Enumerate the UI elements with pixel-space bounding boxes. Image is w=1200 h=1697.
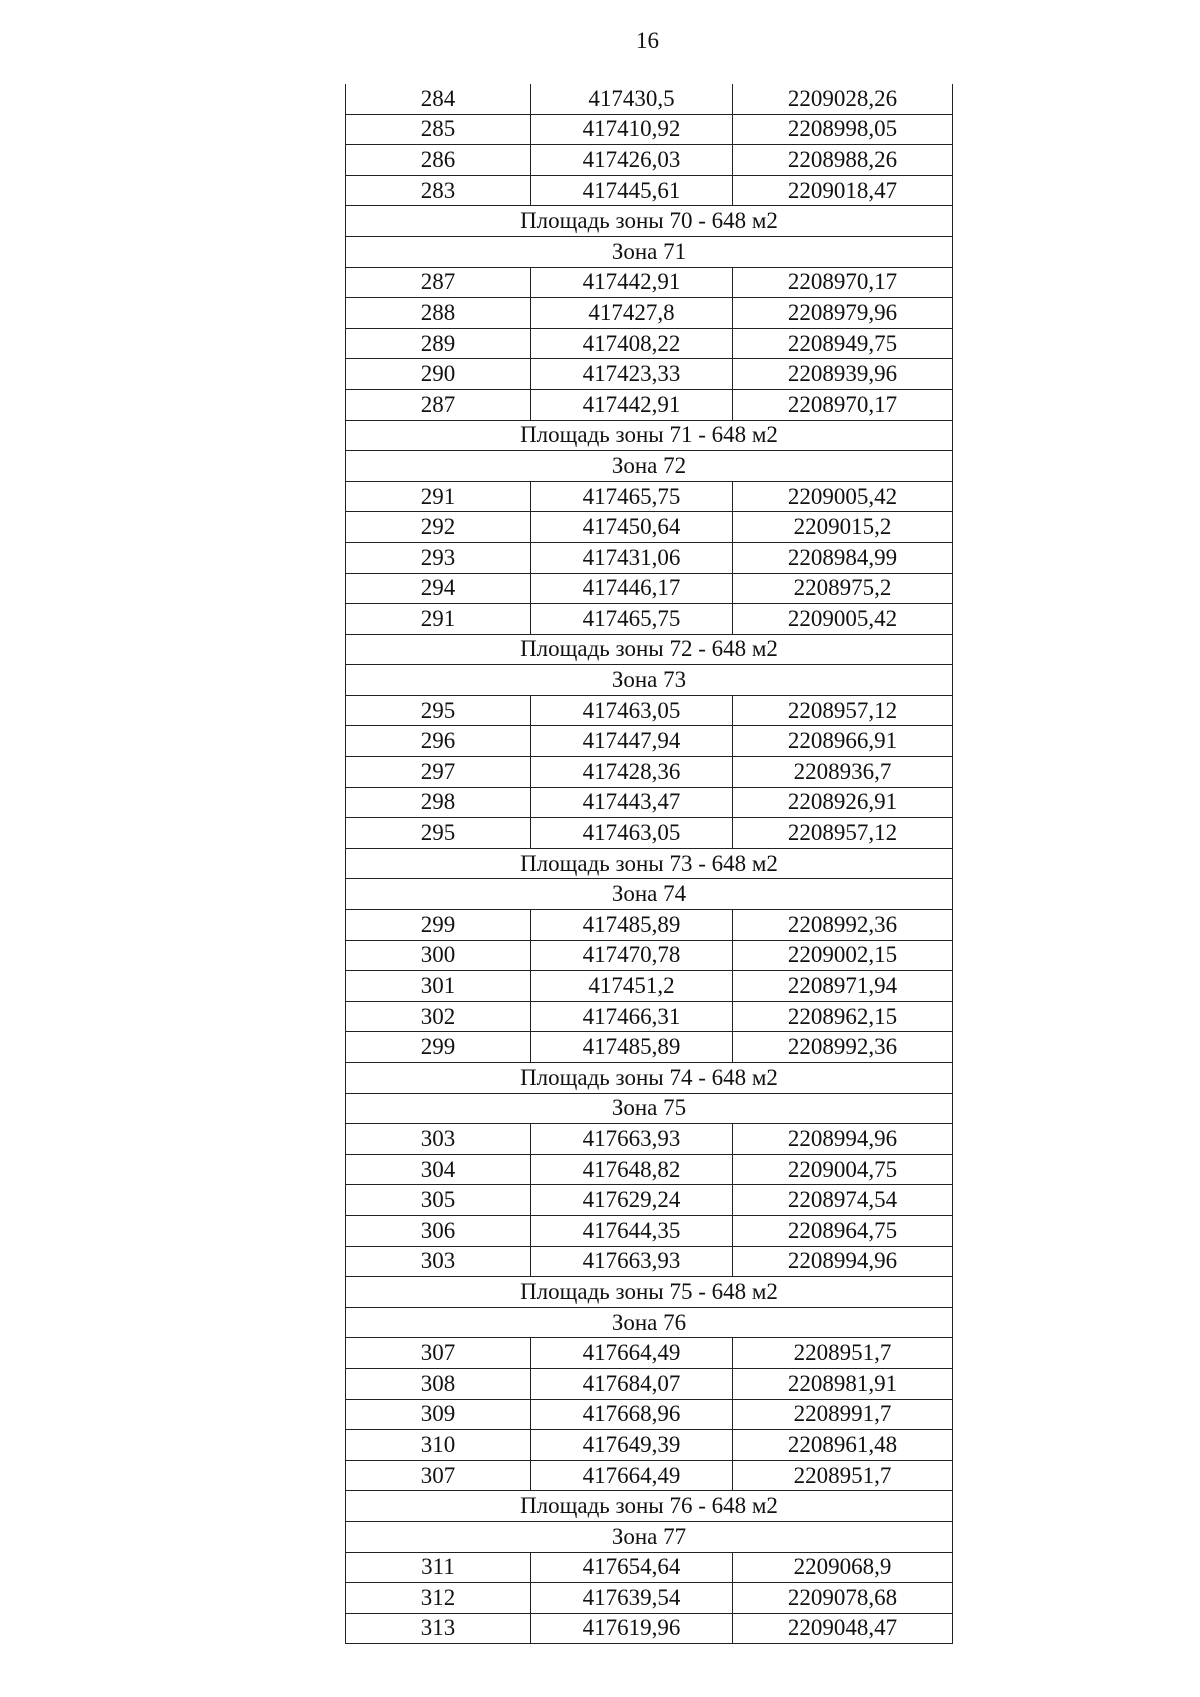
table-row xyxy=(346,573,953,604)
y-coordinate-cell: 2208949,75 xyxy=(733,328,953,359)
x-coordinate-cell: 417465,75 xyxy=(531,481,733,512)
x-coordinate-cell: 417654,64 xyxy=(531,1552,733,1583)
point-number-cell: 307 xyxy=(346,1460,531,1491)
zone-area-label: Площадь зоны 74 - 648 м2 xyxy=(346,1063,953,1094)
y-coordinate-cell: 2208981,91 xyxy=(733,1368,953,1399)
point-number-cell: 311 xyxy=(346,1552,531,1583)
table-row xyxy=(346,1368,953,1399)
point-number-cell: 304 xyxy=(346,1154,531,1185)
y-coordinate-cell: 2209002,15 xyxy=(733,940,953,971)
y-coordinate-cell: 2209048,47 xyxy=(733,1613,953,1644)
table-row xyxy=(346,1338,953,1369)
point-number-cell: 292 xyxy=(346,512,531,543)
x-coordinate-cell: 417619,96 xyxy=(531,1613,733,1644)
point-number-cell: 312 xyxy=(346,1583,531,1614)
y-coordinate-cell: 2208992,36 xyxy=(733,1032,953,1063)
table-row xyxy=(346,389,953,420)
x-coordinate-cell: 417664,49 xyxy=(531,1460,733,1491)
point-number-cell: 295 xyxy=(346,695,531,726)
zone-title: Зона 72 xyxy=(346,451,953,482)
point-number-cell: 300 xyxy=(346,940,531,971)
point-number-cell: 296 xyxy=(346,726,531,757)
table-row xyxy=(346,1246,953,1277)
point-number-cell: 283 xyxy=(346,175,531,206)
table-row xyxy=(346,114,953,145)
point-number-cell: 293 xyxy=(346,542,531,573)
y-coordinate-cell: 2208974,54 xyxy=(733,1185,953,1216)
x-coordinate-cell: 417428,36 xyxy=(531,757,733,788)
point-number-cell: 299 xyxy=(346,1032,531,1063)
x-coordinate-cell: 417684,07 xyxy=(531,1368,733,1399)
table-row xyxy=(346,726,953,757)
point-number-cell: 310 xyxy=(346,1430,531,1461)
table-row xyxy=(346,1460,953,1491)
x-coordinate-cell: 417466,31 xyxy=(531,1001,733,1032)
x-coordinate-cell: 417442,91 xyxy=(531,267,733,298)
zone-title: Зона 77 xyxy=(346,1521,953,1552)
y-coordinate-cell: 2208957,12 xyxy=(733,818,953,849)
table-row xyxy=(346,1185,953,1216)
table-row xyxy=(346,145,953,176)
y-coordinate-cell: 2208961,48 xyxy=(733,1430,953,1461)
point-number-cell: 299 xyxy=(346,910,531,941)
table-row xyxy=(346,84,953,114)
point-number-cell: 303 xyxy=(346,1124,531,1155)
x-coordinate-cell: 417430,5 xyxy=(531,84,733,114)
point-number-cell: 289 xyxy=(346,328,531,359)
zone-area-row xyxy=(346,206,953,237)
y-coordinate-cell: 2208964,75 xyxy=(733,1215,953,1246)
x-coordinate-cell: 417485,89 xyxy=(531,1032,733,1063)
x-coordinate-cell: 417450,64 xyxy=(531,512,733,543)
x-coordinate-cell: 417639,54 xyxy=(531,1583,733,1614)
table-row xyxy=(346,328,953,359)
zone-area-label: Площадь зоны 75 - 648 м2 xyxy=(346,1277,953,1308)
y-coordinate-cell: 2208962,15 xyxy=(733,1001,953,1032)
table-row xyxy=(346,1552,953,1583)
y-coordinate-cell: 2209005,42 xyxy=(733,481,953,512)
x-coordinate-cell: 417445,61 xyxy=(531,175,733,206)
y-coordinate-cell: 2209018,47 xyxy=(733,175,953,206)
table-row xyxy=(346,267,953,298)
point-number-cell: 284 xyxy=(346,84,531,114)
x-coordinate-cell: 417663,93 xyxy=(531,1124,733,1155)
table-row xyxy=(346,1124,953,1155)
point-number-cell: 285 xyxy=(346,114,531,145)
y-coordinate-cell: 2208970,17 xyxy=(733,389,953,420)
x-coordinate-cell: 417485,89 xyxy=(531,910,733,941)
table-row xyxy=(346,757,953,788)
point-number-cell: 290 xyxy=(346,359,531,390)
point-number-cell: 286 xyxy=(346,145,531,176)
y-coordinate-cell: 2208951,7 xyxy=(733,1338,953,1369)
table-row xyxy=(346,1032,953,1063)
y-coordinate-cell: 2209005,42 xyxy=(733,604,953,635)
point-number-cell: 291 xyxy=(346,604,531,635)
zone-title: Зона 75 xyxy=(346,1093,953,1124)
table-row xyxy=(346,1399,953,1430)
table-row xyxy=(346,1215,953,1246)
zone-header-row xyxy=(346,451,953,482)
y-coordinate-cell: 2208991,7 xyxy=(733,1399,953,1430)
point-number-cell: 307 xyxy=(346,1338,531,1369)
x-coordinate-cell: 417629,24 xyxy=(531,1185,733,1216)
point-number-cell: 301 xyxy=(346,971,531,1002)
point-number-cell: 308 xyxy=(346,1368,531,1399)
zone-header-row xyxy=(346,1093,953,1124)
zone-area-row xyxy=(346,1063,953,1094)
point-number-cell: 309 xyxy=(346,1399,531,1430)
table-row xyxy=(346,298,953,329)
y-coordinate-cell: 2209078,68 xyxy=(733,1583,953,1614)
table-row xyxy=(346,481,953,512)
x-coordinate-cell: 417465,75 xyxy=(531,604,733,635)
zone-title: Зона 76 xyxy=(346,1307,953,1338)
zone-area-label: Площадь зоны 72 - 648 м2 xyxy=(346,634,953,665)
y-coordinate-cell: 2208979,96 xyxy=(733,298,953,329)
point-number-cell: 288 xyxy=(346,298,531,329)
x-coordinate-cell: 417463,05 xyxy=(531,695,733,726)
table-row xyxy=(346,1583,953,1614)
x-coordinate-cell: 417447,94 xyxy=(531,726,733,757)
y-coordinate-cell: 2209004,75 xyxy=(733,1154,953,1185)
point-number-cell: 294 xyxy=(346,573,531,604)
y-coordinate-cell: 2208939,96 xyxy=(733,359,953,390)
coordinates-table xyxy=(345,84,953,1644)
table-row xyxy=(346,1613,953,1644)
x-coordinate-cell: 417431,06 xyxy=(531,542,733,573)
y-coordinate-cell: 2208975,2 xyxy=(733,573,953,604)
point-number-cell: 295 xyxy=(346,818,531,849)
zone-header-row xyxy=(346,1307,953,1338)
y-coordinate-cell: 2208992,36 xyxy=(733,910,953,941)
zone-header-row xyxy=(346,879,953,910)
table-row xyxy=(346,604,953,635)
x-coordinate-cell: 417427,8 xyxy=(531,298,733,329)
y-coordinate-cell: 2209068,9 xyxy=(733,1552,953,1583)
y-coordinate-cell: 2208998,05 xyxy=(733,114,953,145)
x-coordinate-cell: 417470,78 xyxy=(531,940,733,971)
x-coordinate-cell: 417442,91 xyxy=(531,389,733,420)
table-row xyxy=(346,940,953,971)
zone-area-label: Площадь зоны 73 - 648 м2 xyxy=(346,848,953,879)
point-number-cell: 298 xyxy=(346,787,531,818)
x-coordinate-cell: 417648,82 xyxy=(531,1154,733,1185)
zone-area-label: Площадь зоны 71 - 648 м2 xyxy=(346,420,953,451)
x-coordinate-cell: 417410,92 xyxy=(531,114,733,145)
zone-header-row xyxy=(346,1521,953,1552)
y-coordinate-cell: 2208966,91 xyxy=(733,726,953,757)
zone-area-row xyxy=(346,1491,953,1522)
zone-header-row xyxy=(346,236,953,267)
x-coordinate-cell: 417426,03 xyxy=(531,145,733,176)
y-coordinate-cell: 2208971,94 xyxy=(733,971,953,1002)
table-row xyxy=(346,787,953,818)
point-number-cell: 306 xyxy=(346,1215,531,1246)
table-row xyxy=(346,359,953,390)
table-row xyxy=(346,175,953,206)
point-number-cell: 287 xyxy=(346,389,531,420)
zone-title: Зона 74 xyxy=(346,879,953,910)
zone-area-row xyxy=(346,848,953,879)
x-coordinate-cell: 417664,49 xyxy=(531,1338,733,1369)
x-coordinate-cell: 417663,93 xyxy=(531,1246,733,1277)
y-coordinate-cell: 2208994,96 xyxy=(733,1246,953,1277)
table-row xyxy=(346,910,953,941)
zone-title: Зона 71 xyxy=(346,236,953,267)
table-row xyxy=(346,1001,953,1032)
y-coordinate-cell: 2208988,26 xyxy=(733,145,953,176)
y-coordinate-cell: 2208994,96 xyxy=(733,1124,953,1155)
zone-area-row xyxy=(346,1277,953,1308)
x-coordinate-cell: 417451,2 xyxy=(531,971,733,1002)
y-coordinate-cell: 2208936,7 xyxy=(733,757,953,788)
y-coordinate-cell: 2209028,26 xyxy=(733,84,953,114)
x-coordinate-cell: 417408,22 xyxy=(531,328,733,359)
table-row xyxy=(346,542,953,573)
y-coordinate-cell: 2209015,2 xyxy=(733,512,953,543)
zone-title: Зона 73 xyxy=(346,665,953,696)
x-coordinate-cell: 417668,96 xyxy=(531,1399,733,1430)
zone-area-label: Площадь зоны 70 - 648 м2 xyxy=(346,206,953,237)
x-coordinate-cell: 417649,39 xyxy=(531,1430,733,1461)
point-number-cell: 297 xyxy=(346,757,531,788)
y-coordinate-cell: 2208984,99 xyxy=(733,542,953,573)
x-coordinate-cell: 417463,05 xyxy=(531,818,733,849)
table-row xyxy=(346,1430,953,1461)
page-number: 16 xyxy=(636,28,659,53)
x-coordinate-cell: 417423,33 xyxy=(531,359,733,390)
zone-header-row xyxy=(346,665,953,696)
table-row xyxy=(346,512,953,543)
x-coordinate-cell: 417446,17 xyxy=(531,573,733,604)
x-coordinate-cell: 417443,47 xyxy=(531,787,733,818)
table-row xyxy=(346,818,953,849)
y-coordinate-cell: 2208957,12 xyxy=(733,695,953,726)
y-coordinate-cell: 2208970,17 xyxy=(733,267,953,298)
zone-area-row xyxy=(346,420,953,451)
x-coordinate-cell: 417644,35 xyxy=(531,1215,733,1246)
y-coordinate-cell: 2208951,7 xyxy=(733,1460,953,1491)
table-row xyxy=(346,971,953,1002)
point-number-cell: 287 xyxy=(346,267,531,298)
zone-area-label: Площадь зоны 76 - 648 м2 xyxy=(346,1491,953,1522)
zone-area-row xyxy=(346,634,953,665)
point-number-cell: 291 xyxy=(346,481,531,512)
point-number-cell: 305 xyxy=(346,1185,531,1216)
point-number-cell: 303 xyxy=(346,1246,531,1277)
table-row xyxy=(346,1154,953,1185)
point-number-cell: 302 xyxy=(346,1001,531,1032)
table-row xyxy=(346,695,953,726)
y-coordinate-cell: 2208926,91 xyxy=(733,787,953,818)
point-number-cell: 313 xyxy=(346,1613,531,1644)
coordinates-table-body xyxy=(346,84,953,1644)
